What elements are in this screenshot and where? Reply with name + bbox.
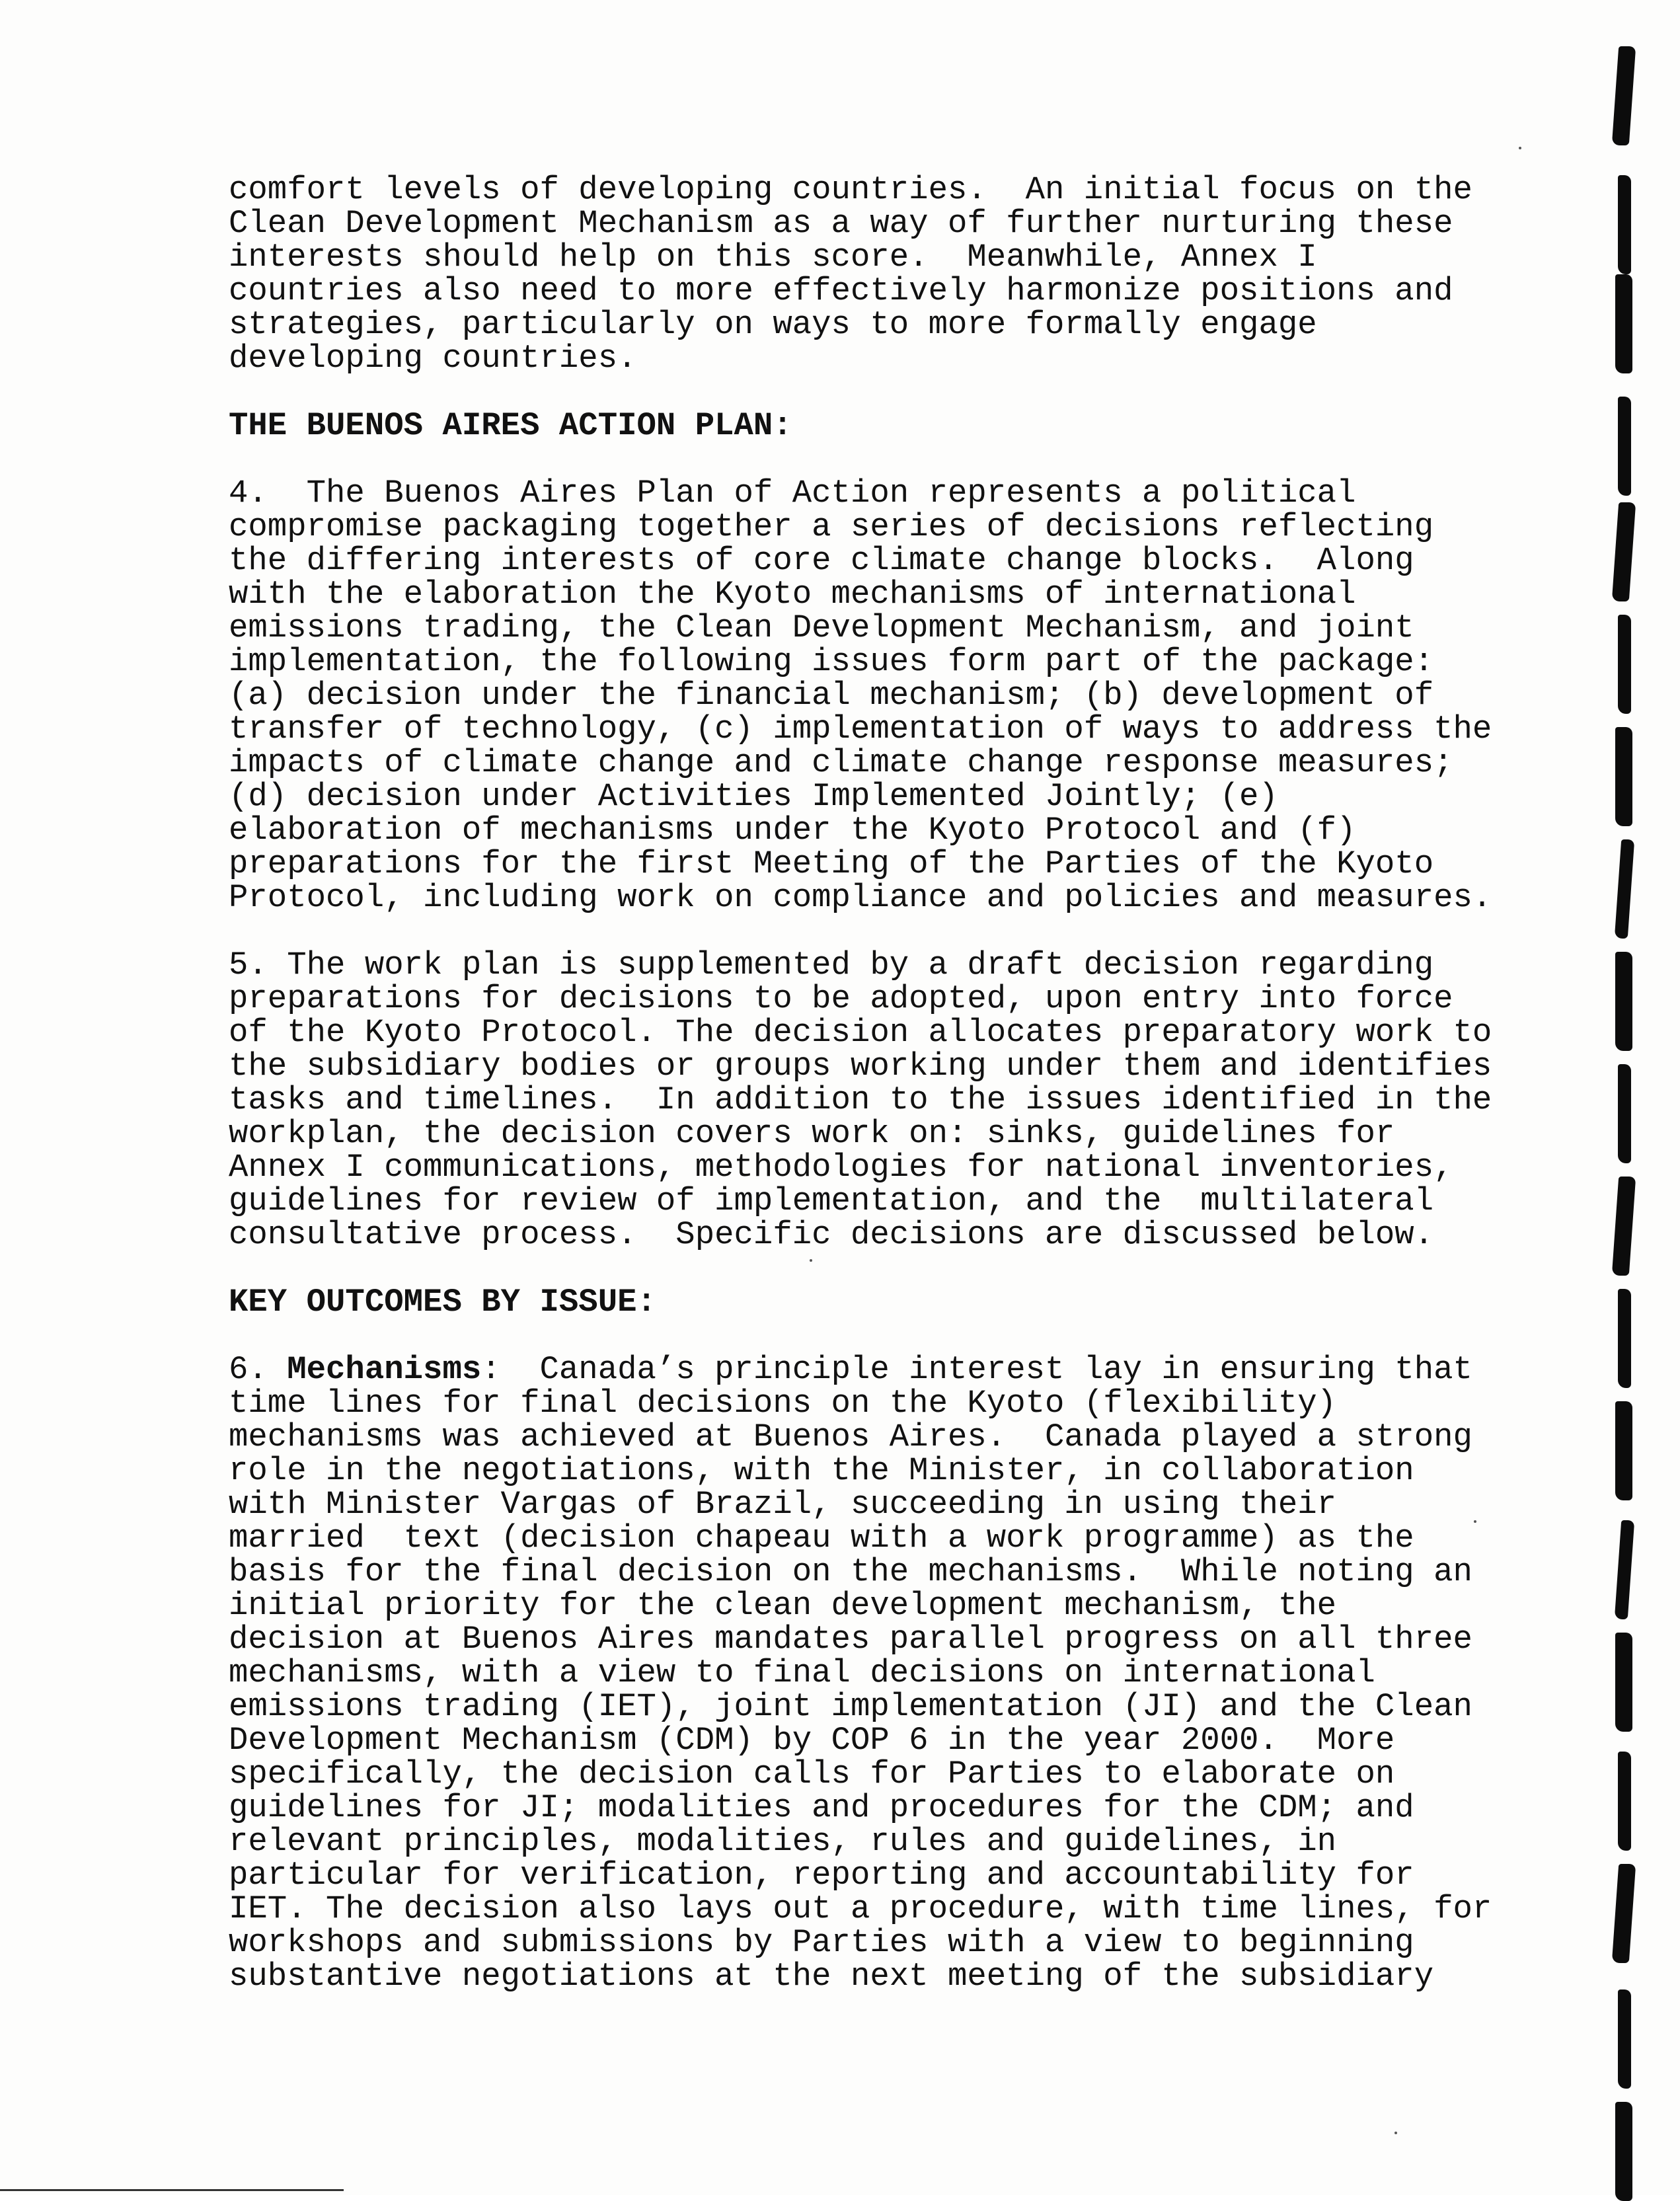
text-line: impacts of climate change and climate change response measures; <box>229 744 1453 781</box>
scan-mark <box>1612 46 1636 145</box>
text-line: countries also need to more effectively harmonize positions and <box>229 272 1453 309</box>
text-line: emissions trading (IET), joint implementation (JI) and the Clean <box>229 1688 1472 1725</box>
text-line: particular for verification, reporting and accountability for <box>229 1857 1414 1894</box>
text-line: with Minister Vargas of Brazil, succeeding in using their <box>229 1486 1337 1523</box>
text-line: strategies, particularly on ways to more formally engage <box>229 306 1317 343</box>
section-heading-key-outcomes: KEY OUTCOMES BY ISSUE: <box>229 1284 656 1321</box>
text-line: basis for the final decision on the mechanisms. While noting an <box>229 1553 1472 1590</box>
text-line: (a) decision under the financial mechanism; (b) development of <box>229 677 1434 714</box>
text-line: mechanisms was achieved at Buenos Aires. Canada played a strong <box>229 1418 1472 1455</box>
text-line: guidelines for JI; modalities and procedures for the CDM; and <box>229 1789 1414 1826</box>
text-line: with the elaboration the Kyoto mechanisms of international <box>229 576 1356 613</box>
text-line: (d) decision under Activities Implemented Jointly; (e) <box>229 778 1278 815</box>
scan-mark <box>1615 2102 1632 2201</box>
paragraph-4 <box>229 477 1550 915</box>
scan-speck <box>1394 2132 1397 2134</box>
text-line: specifically, the decision calls for Parties to elaborate on <box>229 1756 1395 1793</box>
scan-speck <box>810 1259 812 1262</box>
text-line: transfer of technology, (c) implementation of ways to address the <box>229 711 1492 748</box>
text-line: IET. The decision also lays out a procedure, with time lines, for <box>229 1890 1492 1927</box>
paragraph-number: 6. <box>229 1351 287 1388</box>
scan-mark <box>1615 1520 1634 1619</box>
paragraph-6 <box>229 1353 1550 1993</box>
paragraph-lead-term: Mechanisms <box>287 1351 482 1388</box>
scan-edge-marks <box>1606 40 1652 2181</box>
scan-mark <box>1615 727 1632 826</box>
text-line: Protocol, including work on compliance and policies and measures. <box>229 879 1492 916</box>
section-heading-action-plan: THE BUENOS AIRES ACTION PLAN: <box>229 407 792 444</box>
text-line: married text (decision chapeau with a work programme) as the <box>229 1520 1414 1557</box>
bottom-edge-rule <box>0 2189 344 2191</box>
paragraph-first-line-rest: : Canada’s principle interest lay in ensuring that <box>481 1351 1472 1388</box>
scan-speck <box>1519 147 1521 149</box>
text-line: Development Mechanism (CDM) by COP 6 in the year 2000. More <box>229 1722 1395 1759</box>
scan-mark <box>1615 952 1632 1051</box>
scan-mark <box>1618 1752 1631 1851</box>
text-line: Clean Development Mechanism as a way of further nurturing these <box>229 205 1453 242</box>
text-line-first <box>229 1353 1550 1387</box>
scan-mark <box>1612 502 1636 601</box>
scan-speck <box>1474 1520 1476 1523</box>
text-line: workplan, the decision covers work on: sinks, guidelines for <box>229 1115 1395 1152</box>
text-line: substantive negotiations at the next meeting of the subsidiary <box>229 1958 1434 1995</box>
text-line: workshops and submissions by Parties with a view to beginning <box>229 1924 1414 1961</box>
text-line: mechanisms, with a view to final decisions on international <box>229 1654 1375 1691</box>
text-line: consultative process. Specific decisions are discussed below. <box>229 1216 1434 1253</box>
paragraph-continuation <box>229 173 1550 375</box>
text-line: decision at Buenos Aires mandates parallel progress on all three <box>229 1621 1472 1658</box>
text-line: compromise packaging together a series of decisions reflecting <box>229 508 1434 545</box>
text-line: elaboration of mechanisms under the Kyoto Protocol and (f) <box>229 812 1356 849</box>
text-line: of the Kyoto Protocol. The decision allocates preparatory work to <box>229 1014 1492 1051</box>
scan-mark <box>1618 1064 1631 1163</box>
scan-mark <box>1618 1989 1631 2089</box>
text-line: implementation, the following issues form part of the package: <box>229 643 1434 680</box>
text-line: time lines for final decisions on the Kyoto (flexibility) <box>229 1385 1337 1422</box>
text-line: the subsidiary bodies or groups working under them and identifies <box>229 1048 1492 1085</box>
text-line: comfort levels of developing countries. An initial focus on the <box>229 171 1472 208</box>
scan-mark <box>1612 1864 1636 1963</box>
text-line: role in the negotiations, with the Minister, in collaboration <box>229 1452 1414 1489</box>
scan-mark <box>1615 274 1632 373</box>
scan-mark <box>1618 175 1631 274</box>
scan-mark <box>1615 1633 1632 1732</box>
scan-mark <box>1615 839 1634 939</box>
text-line: the differing interests of core climate change blocks. Along <box>229 542 1414 579</box>
text-line: guidelines for review of implementation, and the multilateral <box>229 1182 1434 1219</box>
text-line: preparations for decisions to be adopted, upon entry into force <box>229 980 1453 1017</box>
text-line: preparations for the first Meeting of the Parties of the Kyoto <box>229 845 1434 882</box>
text-line: Annex I communications, methodologies for national inventories, <box>229 1149 1453 1186</box>
scan-mark <box>1618 615 1631 714</box>
scan-mark <box>1615 1401 1632 1500</box>
scan-mark <box>1618 397 1631 496</box>
paragraph-5 <box>229 948 1550 1252</box>
text-line: 5. The work plan is supplemented by a draft decision regarding <box>229 946 1434 984</box>
text-line: developing countries. <box>229 340 637 377</box>
scan-mark <box>1612 1177 1636 1276</box>
text-line: initial priority for the clean development mechanism, the <box>229 1587 1337 1624</box>
text-line: tasks and timelines. In addition to the issues identified in the <box>229 1081 1492 1118</box>
document-body <box>229 173 1550 1993</box>
scan-mark <box>1618 1289 1631 1388</box>
text-line: interests should help on this score. Meanwhile, Annex I <box>229 239 1317 276</box>
text-line: 4. The Buenos Aires Plan of Action represents a political <box>229 475 1356 512</box>
text-line: relevant principles, modalities, rules and guidelines, in <box>229 1823 1337 1860</box>
text-line: emissions trading, the Clean Development Mechanism, and joint <box>229 609 1414 646</box>
